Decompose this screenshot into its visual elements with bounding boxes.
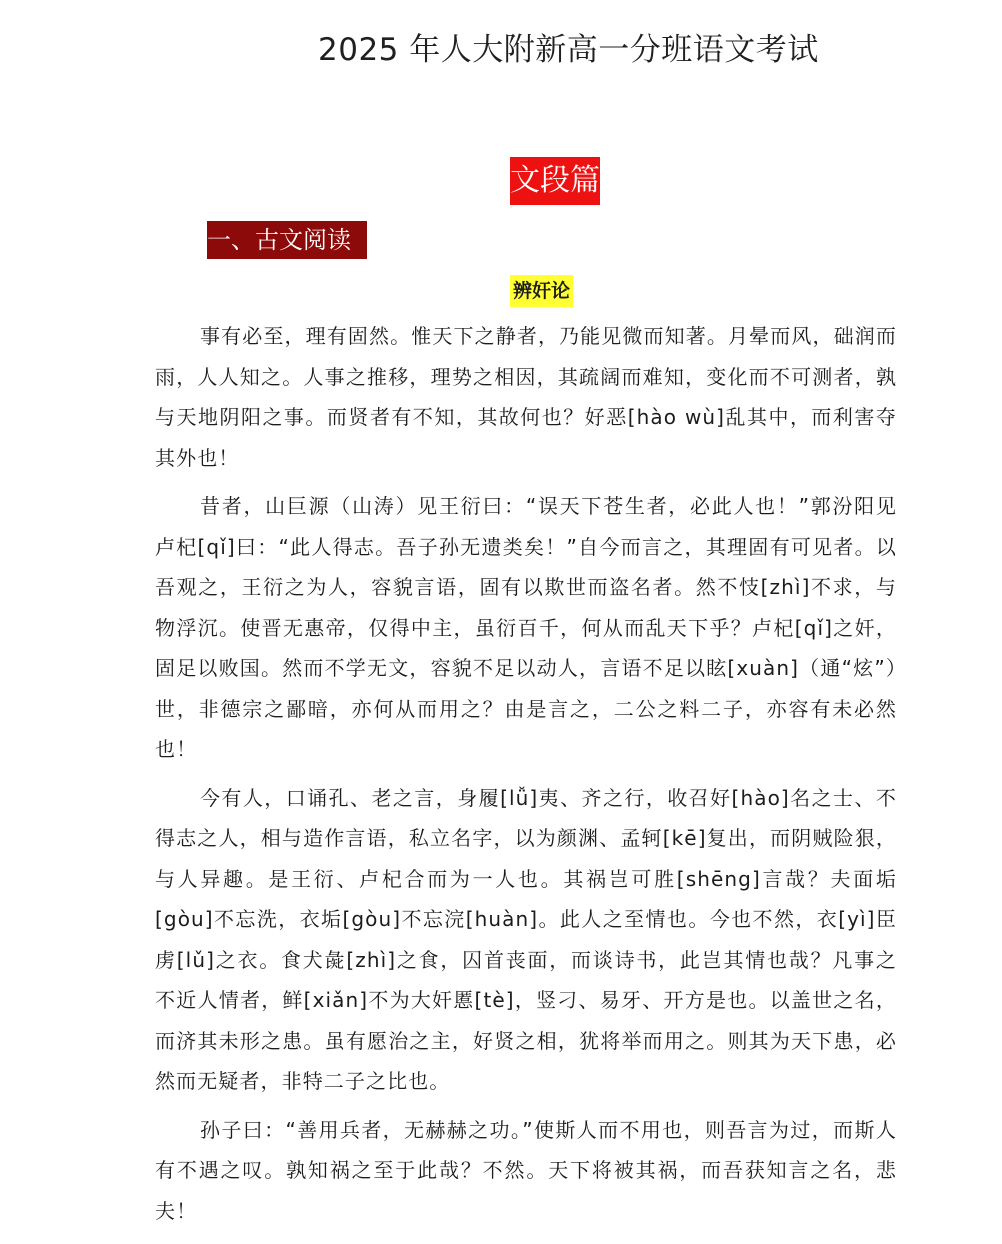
document-title: 2025 年人大附新高一分班语文考试 — [318, 32, 819, 68]
paragraph: 事有必至，理有固然。惟天下之静者，乃能见微而知著。月晕而风，础润而雨，人人知之。人事之推移，理势之相因，其疏阔而难知，变化而不可测者，孰与天地阴阳之事。而贤者有不知，其故何也？好恶[hào wù]乱其中，而利害夺其外也！ — [155, 324, 897, 470]
paragraph: 昔者，山巨源（山涛）见王衍曰：“误天下苍生者，必此人也！”郭汾阳见卢杞[qǐ]曰：“此人得志。吾子孙无遗类矣！”自今而言之，其理固有可见者。以吾观之，王衍之为人，容貌言语，固有以欺世而盗名者。然不忮[zhì]不求，与物浮沉。使晋无惠帝，仅得中主，虽衍百千，何从而乱天下乎？卢杞[qǐ]之奸，固足以败国。然而不学无文，容貌不足以动人，言语不足以眩[xuàn]（通“炫”）世，非德宗之鄙暗，亦何从而用之？由是言之，二公之料二子，亦容有未必然也！ — [155, 494, 897, 761]
paragraph: 孙子曰：“善用兵者，无赫赫之功。”使斯人而不用也，则吾言为过，而斯人有不遇之叹。孰知祸之至于此哉？不然。天下将被其祸，而吾获知言之名，悲夫！ — [155, 1117, 897, 1223]
section-badge: 文段篇 — [510, 157, 600, 205]
paragraph: 今有人，口诵孔、老之言，身履[lǚ]夷、齐之行，收召好[hào]名之士、不得志之人，相与造作言语，私立名字，以为颜渊、孟轲[kē]复出，而阴贼险狠，与人异趣。是王衍、卢杞合而为一人也。其祸岂可胜[shēng]言哉？夫面垢[gòu]不忘洗，衣垢[gòu]不忘浣[huàn]。此人之至情也。今也不然，衣[yì]臣虏[lǔ]之衣。食犬彘[zhì]之食，囚首丧面，而谈诗书，此岂其情也哉？凡事之不近人情者，鲜[xiǎn]不为大奸慝[tè]，竖刁、易牙、开方是也。以盖世之名，而济其未形之患。虽有愿治之主，好贤之相，犹将举而用之。则其为天下患，必然而无疑者，非特二子之比也。 — [155, 785, 897, 1093]
essay-title: 辨奸论 — [510, 275, 573, 307]
part-heading: 一、古文阅读 — [207, 221, 367, 259]
essay-body — [155, 316, 897, 1239]
